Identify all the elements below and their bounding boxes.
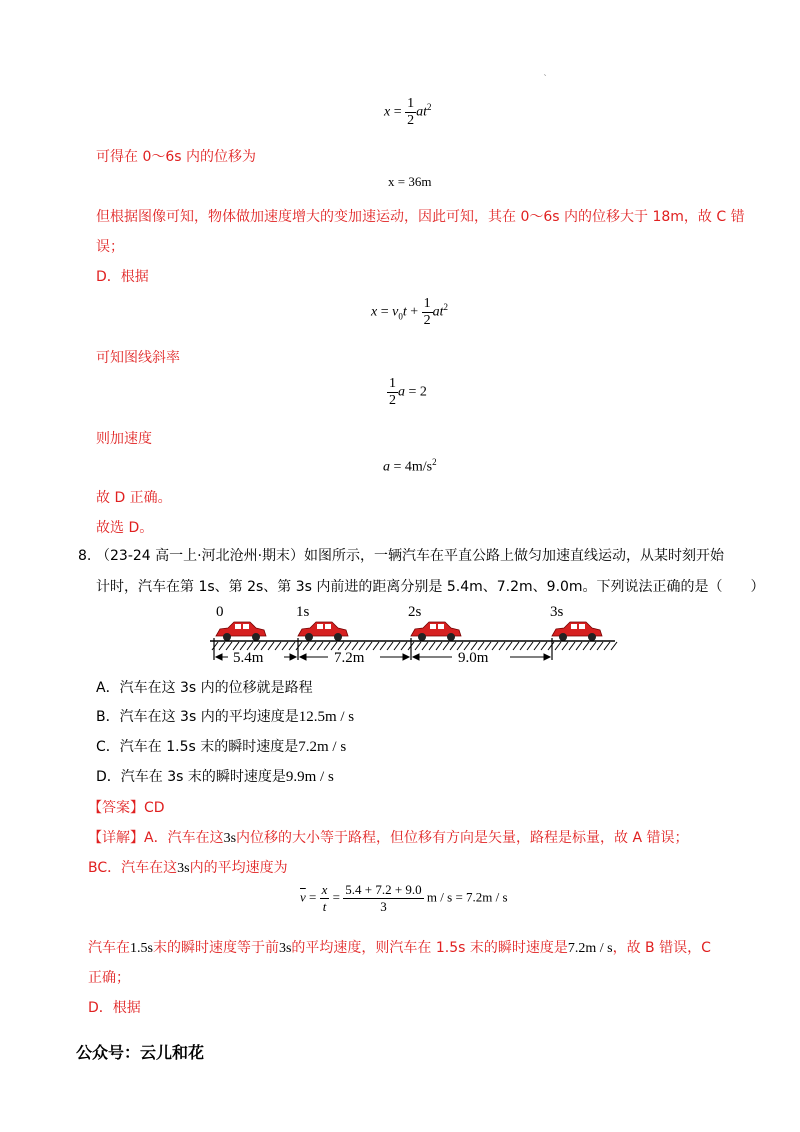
- equation-5: $a = 4m/s^2$: [383, 457, 437, 475]
- hatch-mark: [541, 642, 547, 650]
- option-a: A．汽车在这 3s 内的位移就是路程: [96, 680, 313, 696]
- hatch-mark: [562, 642, 568, 650]
- hatch-mark: [471, 642, 477, 650]
- question-text: 计时，汽车在第 1s、第 2s、第 3s 内前进的距离分别是 5.4m、7.2m、9.0m。下列说法正确的是（ ）: [96, 579, 765, 595]
- distance-label: 9.0m: [458, 650, 489, 666]
- hatch-mark: [597, 642, 603, 650]
- distance-arrows: [216, 654, 550, 660]
- stray-mark: `: [543, 74, 548, 85]
- hatch-mark: [387, 642, 393, 650]
- hatch-mark: [478, 642, 484, 650]
- car-icon: [298, 622, 348, 641]
- equation-4: $\frac{1}{2}$ a = 2: [389, 376, 427, 408]
- car-icon: [552, 622, 602, 641]
- hatch-mark: [296, 642, 302, 650]
- hatch-mark: [324, 642, 330, 650]
- distance-label: 7.2m: [334, 650, 365, 666]
- equation-2: x = 36m: [388, 174, 432, 189]
- time-label: 1s: [296, 604, 310, 620]
- hatch-mark: [492, 642, 498, 650]
- hatch-mark: [331, 642, 337, 650]
- text-line: 误；: [96, 239, 124, 255]
- hatch-mark: [415, 642, 421, 650]
- answer: 【答案】CD: [88, 800, 165, 816]
- hatch-mark: [506, 642, 512, 650]
- hatch-mark: [450, 642, 456, 650]
- car-road-figure: [200, 600, 620, 672]
- question-number: 8.: [78, 548, 92, 564]
- equation-1: x = $\frac{1}{2}$ $at^2$: [384, 96, 432, 128]
- hatch-mark: [527, 642, 533, 650]
- hatch-mark: [310, 642, 316, 650]
- text-line: 故 D 正确。: [96, 490, 172, 506]
- car-icon: [216, 622, 266, 641]
- text-line: 但根据图像可知，物体做加速度增大的变加速运动，因此可知，其在 0～6s 内的位移大于 18m，故 C 错: [96, 209, 745, 225]
- option-c: C．汽车在 1.5s 末的瞬时速度是7.2m / s: [96, 739, 347, 755]
- explain-d: D．根据: [88, 1000, 141, 1016]
- hatch-mark: [555, 642, 561, 650]
- hatch-mark: [317, 642, 323, 650]
- hatch-mark: [569, 642, 575, 650]
- time-label: 3s: [550, 604, 564, 620]
- hatch-mark: [401, 642, 407, 650]
- hatch-mark: [289, 642, 295, 650]
- hatch-mark: [219, 642, 225, 650]
- hatch-mark: [513, 642, 519, 650]
- option-b: B．汽车在这 3s 内的平均速度是12.5m / s: [96, 709, 355, 725]
- hatch-mark: [464, 642, 470, 650]
- time-label: 2s: [408, 604, 422, 620]
- hatch-mark: [436, 642, 442, 650]
- footer-account: 公众号：云儿和花: [76, 1043, 205, 1062]
- hatch-mark: [457, 642, 463, 650]
- distance-label: 5.4m: [233, 650, 264, 666]
- hatch-mark: [303, 642, 309, 650]
- hatch-mark: [422, 642, 428, 650]
- hatch-mark: [226, 642, 232, 650]
- option-d: D．汽车在 3s 末的瞬时速度是9.9m / s: [96, 769, 334, 785]
- text-line: 故选 D。: [96, 520, 154, 536]
- explain-c1: 汽车在1.5s末的瞬时速度等于前3s的平均速度，则汽车在 1.5s 末的瞬时速度是7.2m / s，故 B 错误，C: [88, 940, 711, 956]
- hatch-mark: [548, 642, 554, 650]
- hatch-mark: [359, 642, 365, 650]
- equation-6: $\overline{v}$ = $\frac{x}{t}$ = $\frac{5.4 + 7.2 + 9.0}{3}$ m / s = 7.2m / s: [300, 882, 508, 914]
- equation-3: $x = v_0t$ + $\frac{1}{2}$ $at^2$: [371, 296, 449, 328]
- time-label: 0: [216, 604, 224, 620]
- hatch-mark: [429, 642, 435, 650]
- hatch-mark: [485, 642, 491, 650]
- text-line: D．根据: [96, 269, 149, 285]
- hatch-mark: [345, 642, 351, 650]
- hatch-mark: [275, 642, 281, 650]
- hatch-mark: [268, 642, 274, 650]
- hatch-mark: [373, 642, 379, 650]
- explain-a: 【详解】A．汽车在这3s内位移的大小等于路程，但位移有方向是矢量，路程是标量，故 A 错误；: [88, 830, 689, 846]
- hatch-mark: [520, 642, 526, 650]
- hatch-mark: [576, 642, 582, 650]
- hatch-mark: [590, 642, 596, 650]
- hatch-mark: [240, 642, 246, 650]
- hatch-mark: [212, 642, 218, 650]
- hatch-mark: [366, 642, 372, 650]
- text-line: 可得在 0～6s 内的位移为: [96, 149, 257, 165]
- explain-c2: 正确；: [88, 970, 130, 986]
- explain-bc: BC．汽车在这3s内的平均速度为: [88, 860, 288, 876]
- hatch-mark: [247, 642, 253, 650]
- question-text: （23-24 高一上·河北沧州·期末）如图所示，一辆汽车在平直公路上做匀加速直线运动，从某时刻开始: [96, 548, 725, 564]
- text-line: 则加速度: [96, 431, 152, 447]
- car-icon: [411, 622, 461, 641]
- hatch-mark: [394, 642, 400, 650]
- hatch-mark: [604, 642, 610, 650]
- hatch-mark: [338, 642, 344, 650]
- text-line: 可知图线斜率: [96, 350, 180, 366]
- hatch-mark: [534, 642, 540, 650]
- hatch-mark: [282, 642, 288, 650]
- hatch-mark: [352, 642, 358, 650]
- hatch-mark: [380, 642, 386, 650]
- hatch-mark: [499, 642, 505, 650]
- hatch-mark: [233, 642, 239, 650]
- road-hatching: [212, 642, 617, 650]
- hatch-mark: [443, 642, 449, 650]
- hatch-mark: [583, 642, 589, 650]
- hatch-mark: [261, 642, 267, 650]
- hatch-mark: [611, 642, 617, 650]
- hatch-mark: [254, 642, 260, 650]
